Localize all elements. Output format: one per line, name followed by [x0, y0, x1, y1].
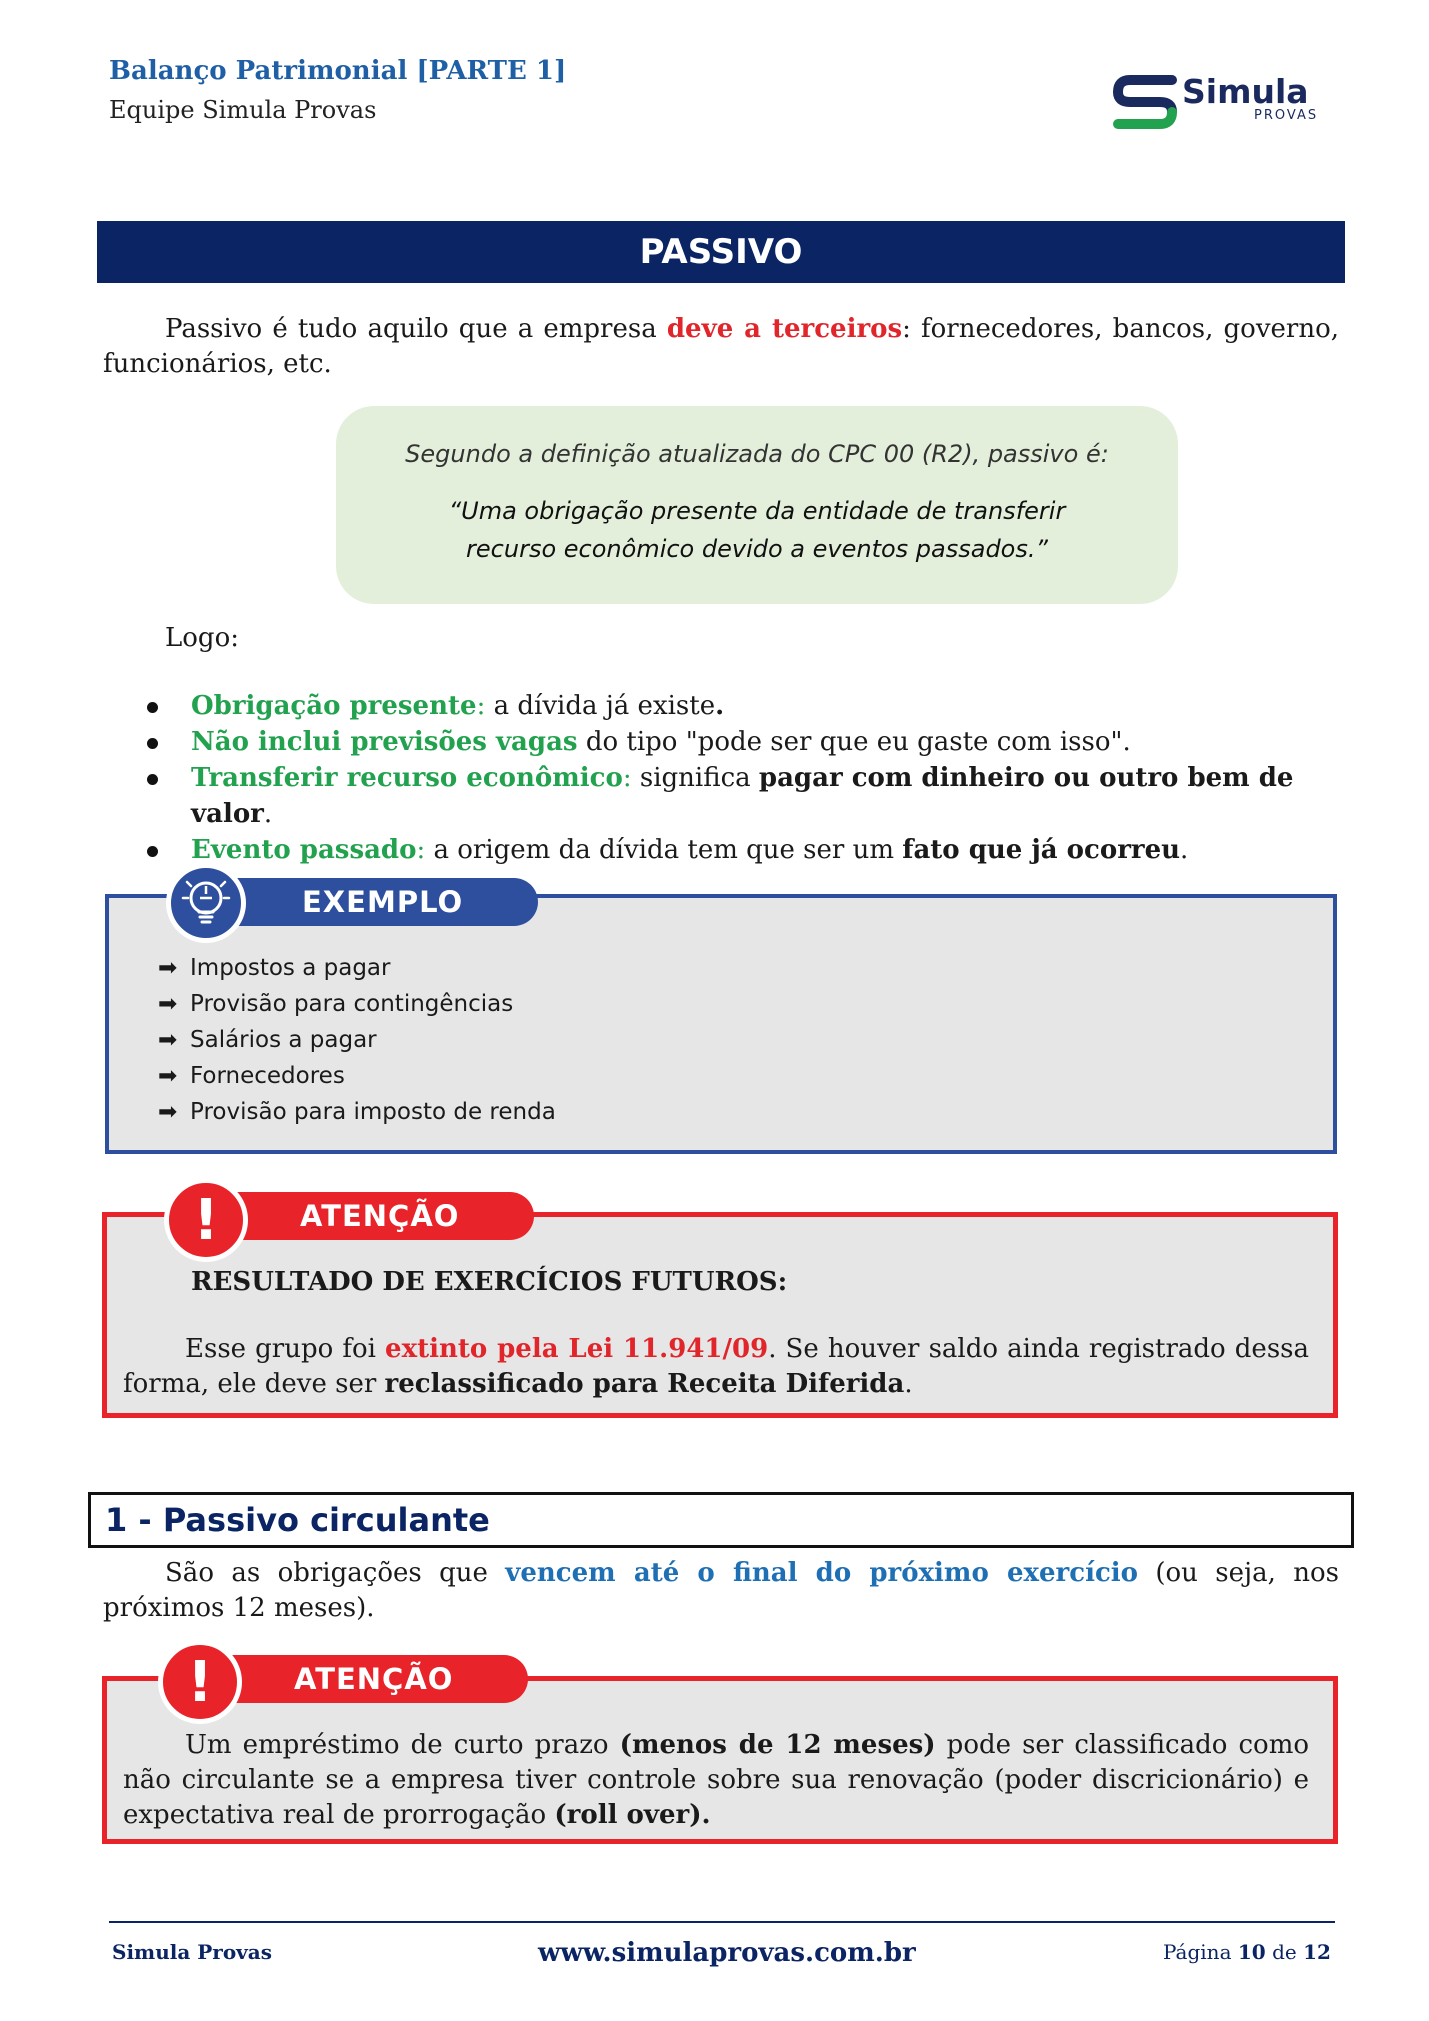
document-subtitle: Equipe Simula Provas [109, 96, 377, 124]
list-item: ➡ Provisão para contingências [158, 986, 556, 1022]
list-item: ➡ Fornecedores [158, 1058, 556, 1094]
list-item: Obrigação presente: a dívida já existe. [145, 688, 1345, 724]
logo-text: Simula [1182, 72, 1309, 111]
intro-highlight: deve a terceiros [666, 314, 903, 344]
right-arrow-icon: ➡ [158, 1027, 178, 1053]
attention-tab: ATENÇÃO [200, 1192, 534, 1240]
attention-heading: RESULTADO DE EXERCÍCIOS FUTUROS: [191, 1267, 788, 1297]
document-title: Balanço Patrimonial [PARTE 1] [109, 56, 567, 86]
logo-label: Logo: [165, 623, 239, 653]
section-paragraph: São as obrigações que vencem até o final do próximo exercício (ou seja, nos próximos 12 meses). [103, 1558, 1339, 1623]
list-item: Evento passado: a origem da dívida tem que ser um fato que já ocorreu. [145, 832, 1345, 868]
right-arrow-icon: ➡ [158, 955, 178, 981]
bullet-icon [147, 846, 158, 857]
quote-text: “Uma obrigação presente da entidade de transferir recurso econômico devido a eventos passados.” [448, 497, 1066, 563]
attention-text: Um empréstimo de curto prazo (menos de 12 meses) pode ser classificado como não circulante se a empresa tiver controle sobre sua renovação (poder discricionário) e expectativa real de prorrogação (roll over). [123, 1730, 1309, 1830]
example-list [158, 950, 556, 1130]
intro-text-end: : fornecedores, bancos, governo, funcionários, etc. [103, 314, 1340, 379]
logo-subtext: PROVAS [1254, 108, 1319, 123]
bullet-icon [147, 738, 158, 749]
list-item: Não inclui previsões vagas do tipo "pode ser que eu gaste com isso". [145, 724, 1345, 760]
section-heading: 1 - Passivo circulante [88, 1492, 1354, 1548]
simula-logo-icon [1112, 72, 1178, 132]
list-item: Transferir recurso econômico: significa pagar com dinheiro ou outro bem de valor. [145, 760, 1345, 832]
list-item: ➡ Salários a pagar [158, 1022, 556, 1058]
definition-bullets [145, 688, 1345, 868]
example-tab: EXEMPLO [190, 878, 538, 926]
bullet-icon [147, 702, 158, 713]
bullet-icon [147, 774, 158, 785]
attention-tab: ATENÇÃO [194, 1655, 528, 1703]
intro-paragraph [103, 312, 1339, 382]
footer-brand: Simula Provas [112, 1940, 273, 1964]
exclamation-icon: ! [158, 1640, 242, 1724]
right-arrow-icon: ➡ [158, 1099, 178, 1125]
list-item: ➡ Impostos a pagar [158, 950, 556, 986]
right-arrow-icon: ➡ [158, 1063, 178, 1089]
quote-lead: Segundo a definição atualizada do CPC 00 (R2), passivo é: [405, 440, 1109, 468]
right-arrow-icon: ➡ [158, 991, 178, 1017]
lightbulb-puzzle-icon [166, 863, 246, 943]
footer-website-link[interactable]: www.simulaprovas.com.br [538, 1938, 916, 1968]
definition-quote-box [336, 406, 1178, 604]
list-item: ➡ Provisão para imposto de renda [158, 1094, 556, 1130]
section-banner: PASSIVO [97, 221, 1345, 283]
intro-text: Passivo é tudo aquilo que a empresa [165, 314, 667, 344]
attention-text: Esse grupo foi extinto pela Lei 11.941/09. Se houver saldo ainda registrado dessa forma, ele deve ser reclassificado para Receita Diferida. [123, 1334, 1310, 1399]
exclamation-icon: ! [164, 1178, 248, 1262]
footer-divider [109, 1921, 1335, 1923]
page-number: Página 10 de 12 [1163, 1940, 1331, 1964]
